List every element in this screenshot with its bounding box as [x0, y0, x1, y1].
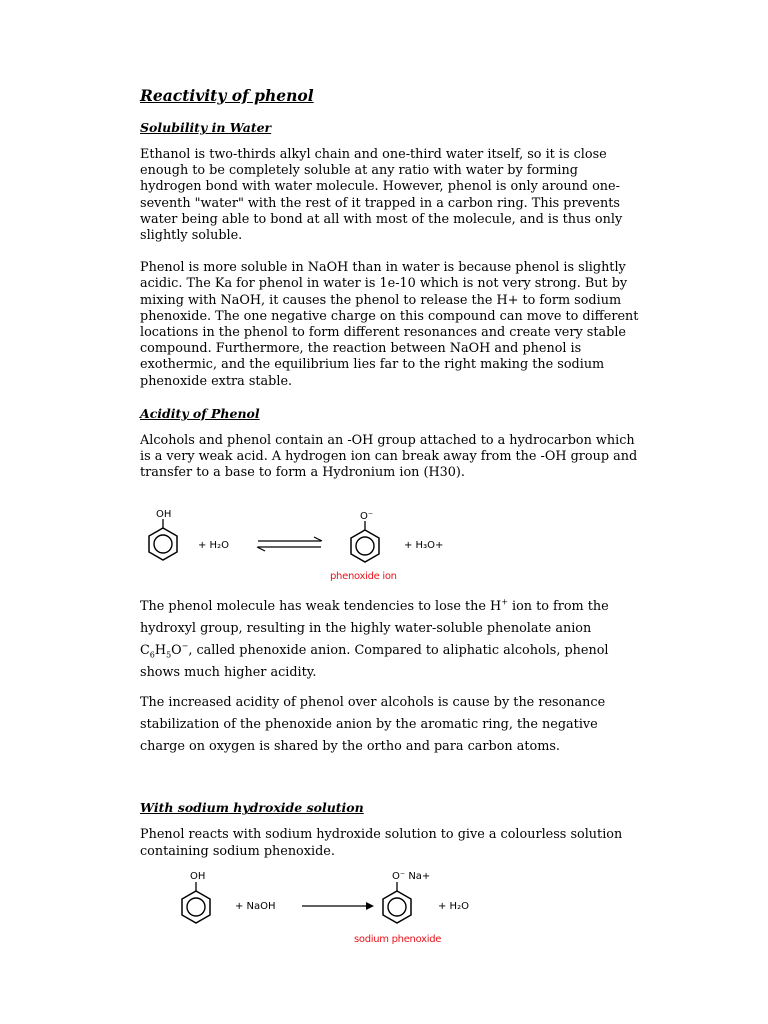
paragraph-phenolate-anion: The phenol molecule has weak tendencies to lose the H+ ion to from the hydroxyl group, resulting in the highly water-soluble phenolate anion $C_6H_5O^-$, called phenoxide anion. Compared to aliphatic alcohols, phenol shows much higher acidity.: [140, 598, 609, 681]
equilibrium-diagram: [140, 481, 640, 588]
phenol-structure: [149, 509, 177, 560]
phenol-structure: [182, 871, 210, 923]
paragraph-sodium-phenoxide: Phenol reacts with sodium hydroxide solution to give a colourless solution containing sodium phenoxide.: [140, 827, 623, 859]
document-page: [140, 86, 640, 956]
reaction-arrow: [302, 902, 374, 910]
document-title: Reactivity of phenol: [140, 86, 314, 105]
naoh-reaction-diagram: [140, 866, 640, 956]
sodium-phenoxide-structure: [383, 871, 430, 923]
section-heading-acidity: Acidity of Phenol: [140, 405, 260, 421]
equilibrium-arrow: [257, 537, 322, 551]
paragraph-naoh-solubility: Phenol is more soluble in NaOH than in water is because phenol is slightly acidic. The Ka for phenol in water is 1e-10 which is not very strong. But by mixing with NaOH, it causes the phenol to release the H+ to form sodium phenoxide. The one negative charge on this compound can move to different locations in the phenol to form different resonances and create very stable compound. Furthermore, the reaction between NaOH and phenol is exothermic, and the equilibrium lies far to the right making the sodium phenoxide extra stable.: [140, 260, 639, 389]
sodium-oxide-label: O⁻ Na+: [392, 870, 431, 882]
paragraph-ethanol-solubility: Ethanol is two-thirds alkyl chain and one-third water itself, so it is close enough to be completely soluble at any ratio with water by forming hydrogen bond with water molecule. However, phenol is only around one-seventh "water" with the rest of it trapped in a carbon ring. This prevents water being able to bond at all with most of the molecule, and is thus only slightly soluble.: [140, 147, 623, 244]
reaction-scheme-naoh: [140, 866, 640, 956]
sodium-phenoxide-caption: sodium phenoxide: [354, 933, 442, 945]
paragraph-acidity-intro: Alcohols and phenol contain an -OH group attached to a hydrocarbon which is a very weak acid. A hydrogen ion can break away from the -OH group and transfer to a base to form a Hydronium ion (H30).: [140, 432, 638, 481]
reagent-naoh-label: + NaOH: [235, 900, 276, 912]
section-heading-sodium-hydroxide: With sodium hydroxide solution: [140, 800, 364, 816]
section-heading-solubility: Solubility in Water: [140, 120, 272, 135]
phenoxide-structure: [351, 511, 379, 562]
reaction-scheme-equilibrium: [140, 481, 640, 588]
reagent-water-label: + H₂O: [198, 540, 229, 552]
paragraph-resonance-stabilization: The increased acidity of phenol over alcohols is cause by the resonance stabilization of the phenoxide anion by the aromatic ring, the negative charge on oxygen is shared by the ortho and para carbon atoms.: [140, 695, 606, 755]
oxide-anion-label: O⁻: [360, 511, 374, 523]
hydroxyl-label: OH: [156, 509, 172, 521]
hydroxyl-label: OH: [190, 870, 206, 882]
phenoxide-ion-caption: phenoxide ion: [330, 571, 397, 583]
product-water-label: + H₂O: [438, 900, 469, 912]
product-hydronium-label: + H₃O+: [404, 540, 444, 552]
